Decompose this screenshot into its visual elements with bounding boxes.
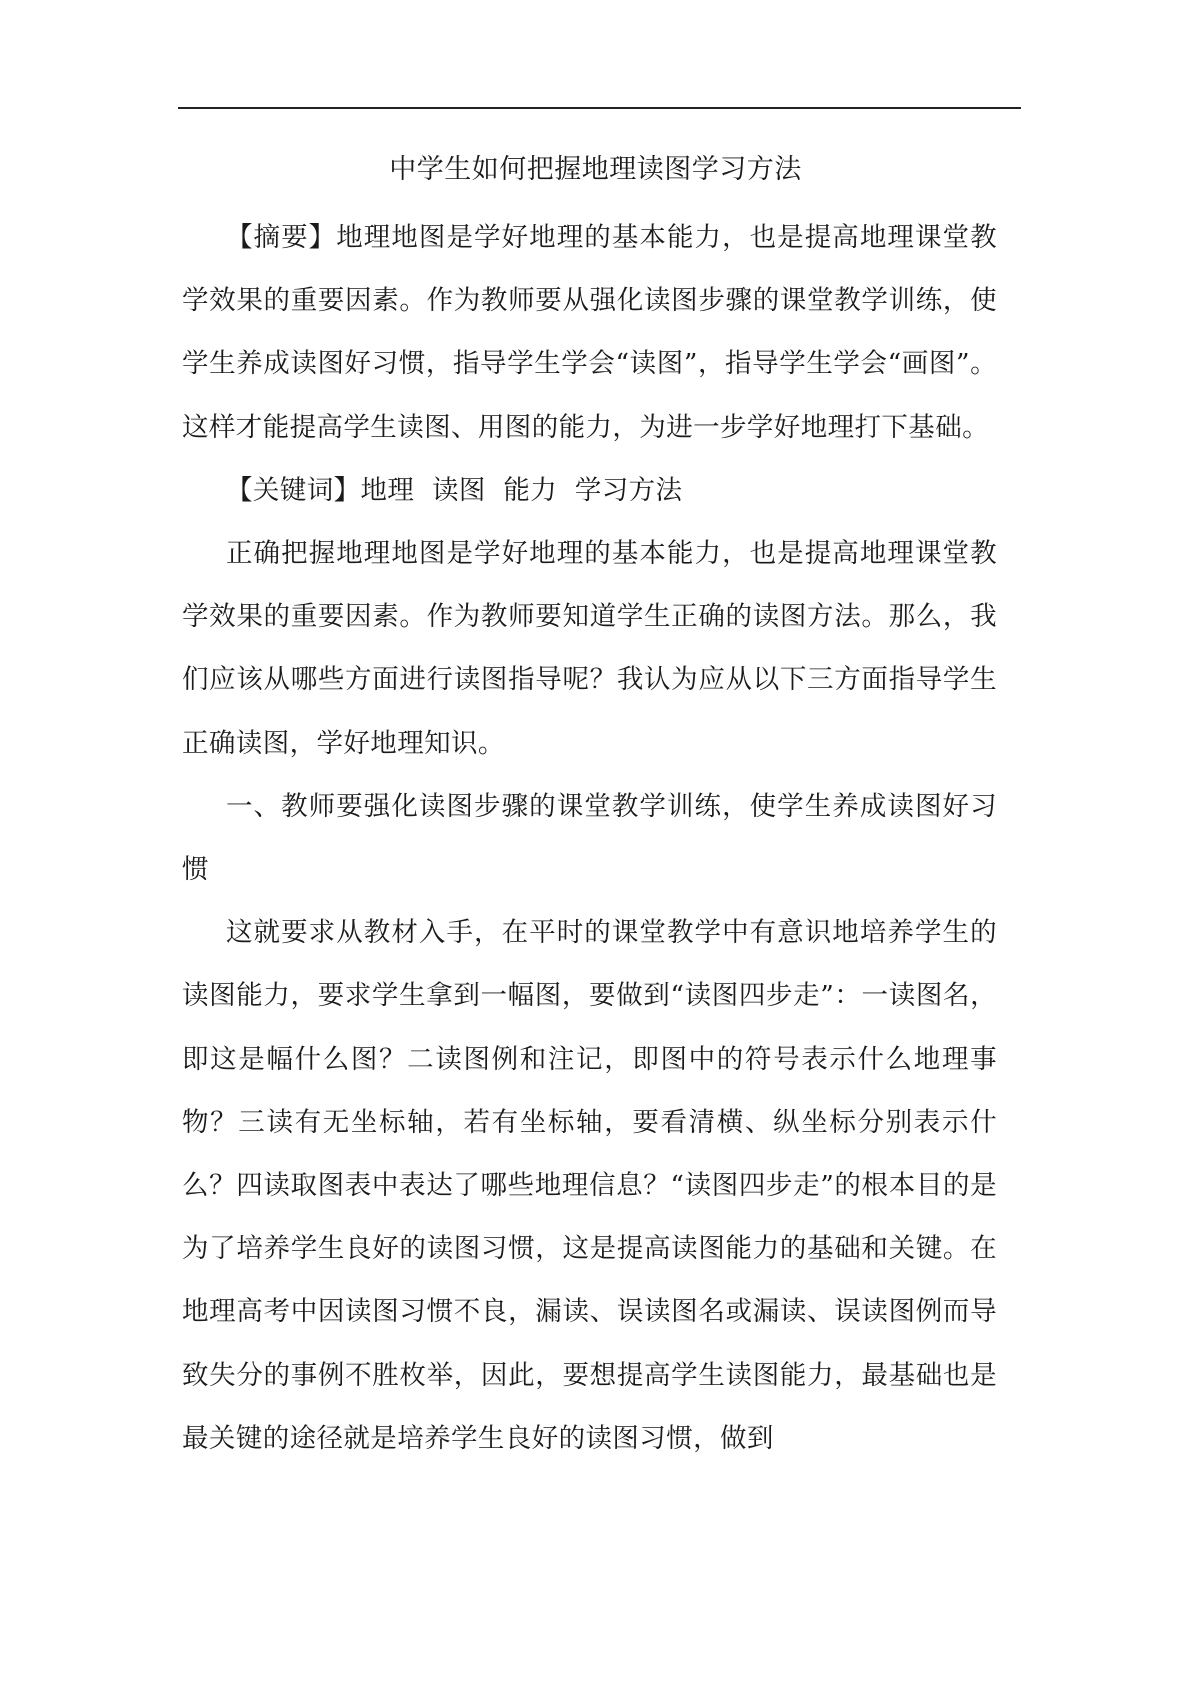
body-paragraph: 这就要求从教材入手，在平时的课堂教学中有意识地培养学生的读图能力，要求学生拿到一幅图，要做到“读图四步走”：一读图名，即这是幅什么图？二读图例和注记，即图中的符号表示什么地理事物？三读有无坐标轴，若有坐标轴，要看清横、纵坐标分别表示什么？四读取图表中表达了哪些地理信息？“读图四步走”的根本目的是为了培养学生良好的读图习惯，这是提高读图能力的基础和关键。在地理高考中因读图习惯不良，漏读、误读图名或漏读、误读图例而导致失分的事例不胜枚举，因此，要想提高学生读图能力，最基础也是最关键的途径就是培养学生良好的读图习惯，做到 [182, 917, 997, 1454]
section-heading-1: 一、教师要强化读图步骤的课堂教学训练，使学生养成读图好习惯 [182, 790, 997, 886]
abstract-paragraph: 【摘要】地理地图是学好地理的基本能力，也是提高地理课堂教学效果的重要因素。作为教师要从强化读图步骤的课堂教学训练，使学生养成读图好习惯，指导学生学会“读图”，指导学生学会“画图”。这样才能提高学生读图、用图的能力，为进一步学好地理打下基础。 [182, 222, 997, 443]
intro-paragraph: 正确把握地理地图是学好地理的基本能力，也是提高地理课堂教学效果的重要因素。作为教师要知道学生正确的读图方法。那么，我们应该从哪些方面进行读图指导呢？我认为应从以下三方面指导学生正确读图，学好地理知识。 [182, 538, 997, 759]
document-body [182, 206, 997, 1470]
keywords-paragraph: 【关键词】地理 读图 能力 学习方法 [226, 474, 683, 506]
header-rule [178, 107, 1021, 109]
document-title: 中学生如何把握地理读图学习方法 [389, 154, 802, 185]
